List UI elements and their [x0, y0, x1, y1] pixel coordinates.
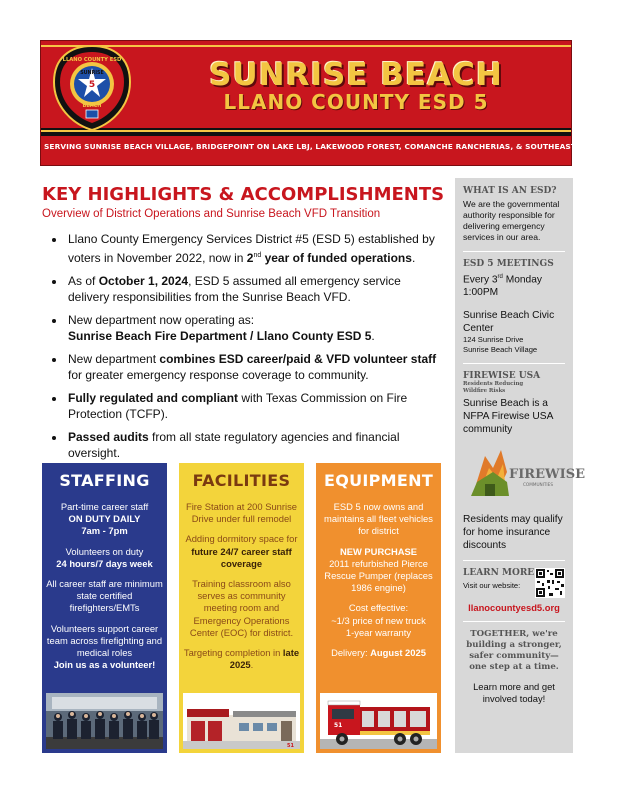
meeting-schedule: Every 3rd Monday [463, 274, 542, 286]
staffing-title: STAFFING [59, 471, 150, 490]
patch-number: 5 [88, 80, 96, 90]
divider [463, 621, 565, 622]
firewise-tagline-1: Residents Reducing [463, 381, 524, 388]
equipment-title: EQUIPMENT [323, 471, 434, 490]
learn-more-heading: LEARN MORE [463, 568, 535, 579]
volunteer-team-photo [46, 693, 163, 749]
list-item: New department combines ESD career/paid & VFD volunteer staff for greater emergency response coverage to community. [50, 352, 445, 383]
firewise-logo [463, 442, 586, 502]
firewise-logo-subtext: COMMUNITIES [523, 482, 553, 488]
highlights-subheading: Overview of District Operations and Sunrise Beach VFD Transition [42, 208, 381, 220]
meeting-address-line1: 124 Sunrise Drive [463, 335, 524, 345]
divider [463, 363, 565, 364]
firewise-tagline-2: Wildfire Risks [463, 387, 506, 394]
together-message: TOGETHER, we're building a stronger, safer community— one step at a time. [466, 629, 562, 673]
meeting-address-line2: Sunrise Beach Village [463, 345, 538, 355]
facilities-title: FACILITIES [192, 471, 291, 490]
page-title: SUNRISE BEACH [209, 57, 503, 93]
firewise-logo-text: FIREWISE [509, 467, 586, 483]
visit-website-label: Visit our website: [463, 581, 521, 591]
divider [463, 560, 565, 561]
equipment-panel: EQUIPMENT ESD 5 now owns and maintains all fleet vehicles for district NEW PURCHASE 2011 refurbished Pierce Rescue Pumper (replaces 1986 engine) Cost effective: ~1/3 price of new truck 1-year warranty Delivery: August 2025 51 [316, 463, 441, 753]
fire-station-rendering [183, 693, 300, 749]
patch-top-text: LLANO COUNTY ESD [62, 57, 122, 63]
page-subtitle: LLANO COUNTY ESD 5 [223, 90, 489, 114]
firewise-heading: FIREWISE USA [463, 371, 541, 382]
closing-call-to-action: Learn more and get involved today! [473, 681, 555, 705]
truck-number: 51 [334, 722, 343, 729]
divider [463, 251, 565, 252]
station-number: 51 [287, 743, 294, 749]
meeting-place: Sunrise Beach Civic Center [463, 310, 555, 335]
esd-heading: WHAT IS AN ESD? [463, 186, 557, 196]
list-item: As of October 1, 2024, ESD 5 assumed all emergency service delivery responsibilities from the Sunrise Beach VFD. [50, 274, 445, 305]
service-area-line: SERVING SUNRISE BEACH VILLAGE, BRIDGEPOINT ON LAKE LBJ, LAKEWOOD FOREST, COMANCHE RANCHERIAS, & SOUTHEAST LLANO COUNTY [44, 142, 644, 151]
firewise-description: Sunrise Beach is a NFPA Firewise USA community [463, 398, 553, 436]
esd-patch-logo [52, 44, 132, 132]
list-item: Fully regulated and compliant with Texas Commission on Fire Protection (TCFP). [50, 391, 445, 422]
list-item: Passed audits from all state regulatory agencies and financial oversight. [50, 430, 445, 461]
volunteer-call-to-action: Join us as a volunteer! [53, 659, 156, 671]
insurance-note: Residents may qualify for home insurance discounts [463, 514, 563, 552]
patch-bottom-text: BEACH [82, 103, 102, 109]
facilities-panel: FACILITIES Fire Station at 200 Sunrise Drive under full remodel Adding dormitory space for future 24/7 career staff coverage Training classroom also serves as community meeting room and Emergency Operations Center (EOC) for district. Targeting completion in late 2025. 51 [179, 463, 304, 753]
patch-center-text: SUNRISE [80, 71, 104, 76]
highlights-heading: KEY HIGHLIGHTS & ACCOMPLISHMENTS [42, 184, 445, 205]
list-item: Llano County Emergency Services District #5 (ESD 5) established by voters in November 2022, now in 2nd year of funded operations. [50, 232, 445, 266]
sidebar [455, 178, 586, 753]
esd-description: We are the governmental authority responsible for delivering emergency services in our area. [463, 199, 560, 242]
fire-truck-photo [320, 693, 437, 749]
highlights-list [50, 232, 445, 469]
meetings-heading: ESD 5 MEETINGS [463, 259, 554, 269]
list-item: New department now operating as: Sunrise Beach Fire Department / Llano County ESD 5. [50, 313, 445, 344]
website-link[interactable]: llanocountyesd5.org [468, 602, 560, 614]
qr-code-icon[interactable] [535, 568, 565, 598]
meeting-time: 1:00PM [463, 287, 499, 299]
staffing-panel: STAFFING Part-time career staff ON DUTY DAILY 7am - 7pm Volunteers on duty 24 hours/7 days week All career staff are minimum state certified firefighters/EMTs Volunteers support career team across firefighting and medical roles Join us as a volunteer! [42, 463, 167, 753]
